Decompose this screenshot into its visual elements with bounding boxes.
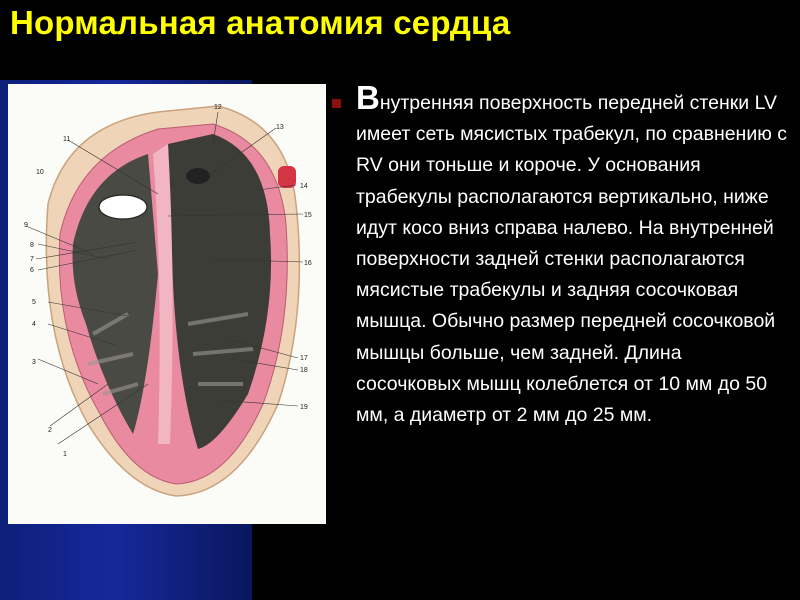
svg-text:3: 3 (32, 359, 36, 366)
svg-text:8: 8 (30, 242, 34, 249)
svg-text:12: 12 (214, 104, 222, 111)
svg-text:9: 9 (24, 222, 28, 229)
drop-cap-letter: В (356, 79, 380, 116)
svg-text:18: 18 (300, 367, 308, 374)
svg-text:7: 7 (30, 256, 34, 263)
svg-text:5: 5 (32, 299, 36, 306)
svg-text:13: 13 (276, 124, 284, 131)
svg-text:4: 4 (32, 321, 36, 328)
svg-text:11: 11 (63, 136, 71, 143)
svg-text:1: 1 (63, 451, 67, 458)
svg-text:15: 15 (304, 212, 312, 219)
body-paragraph (356, 79, 792, 431)
paragraph-text: нутренняя поверхность передней стенки LV имеет сеть мясистых трабекул, по сравнению с RV они тоньше и короче. У основания трабекулы располагаются вертикально, ниже идут косо вниз справа налево. На внутренней поверхности задней стенки располагаются мясистые трабекулы и задняя сосочковая мышца. Обычно размер передней сосочковой мышцы больше, чем задней. Длина сосочковых мышц колеблется от 10 мм до 50 мм, а диаметр от 2 мм до 25 мм. (356, 92, 788, 427)
svg-text:17: 17 (300, 355, 308, 362)
svg-text:14: 14 (300, 183, 308, 190)
svg-text:16: 16 (304, 260, 312, 267)
svg-text:6: 6 (30, 267, 34, 274)
svg-text:19: 19 (300, 404, 308, 411)
svg-text:10: 10 (36, 169, 44, 176)
svg-text:2: 2 (48, 427, 52, 434)
square-bullet-icon (332, 99, 341, 108)
heart-section-illustration (8, 84, 326, 524)
slide-title: Нормальная анатомия сердца (10, 4, 511, 41)
